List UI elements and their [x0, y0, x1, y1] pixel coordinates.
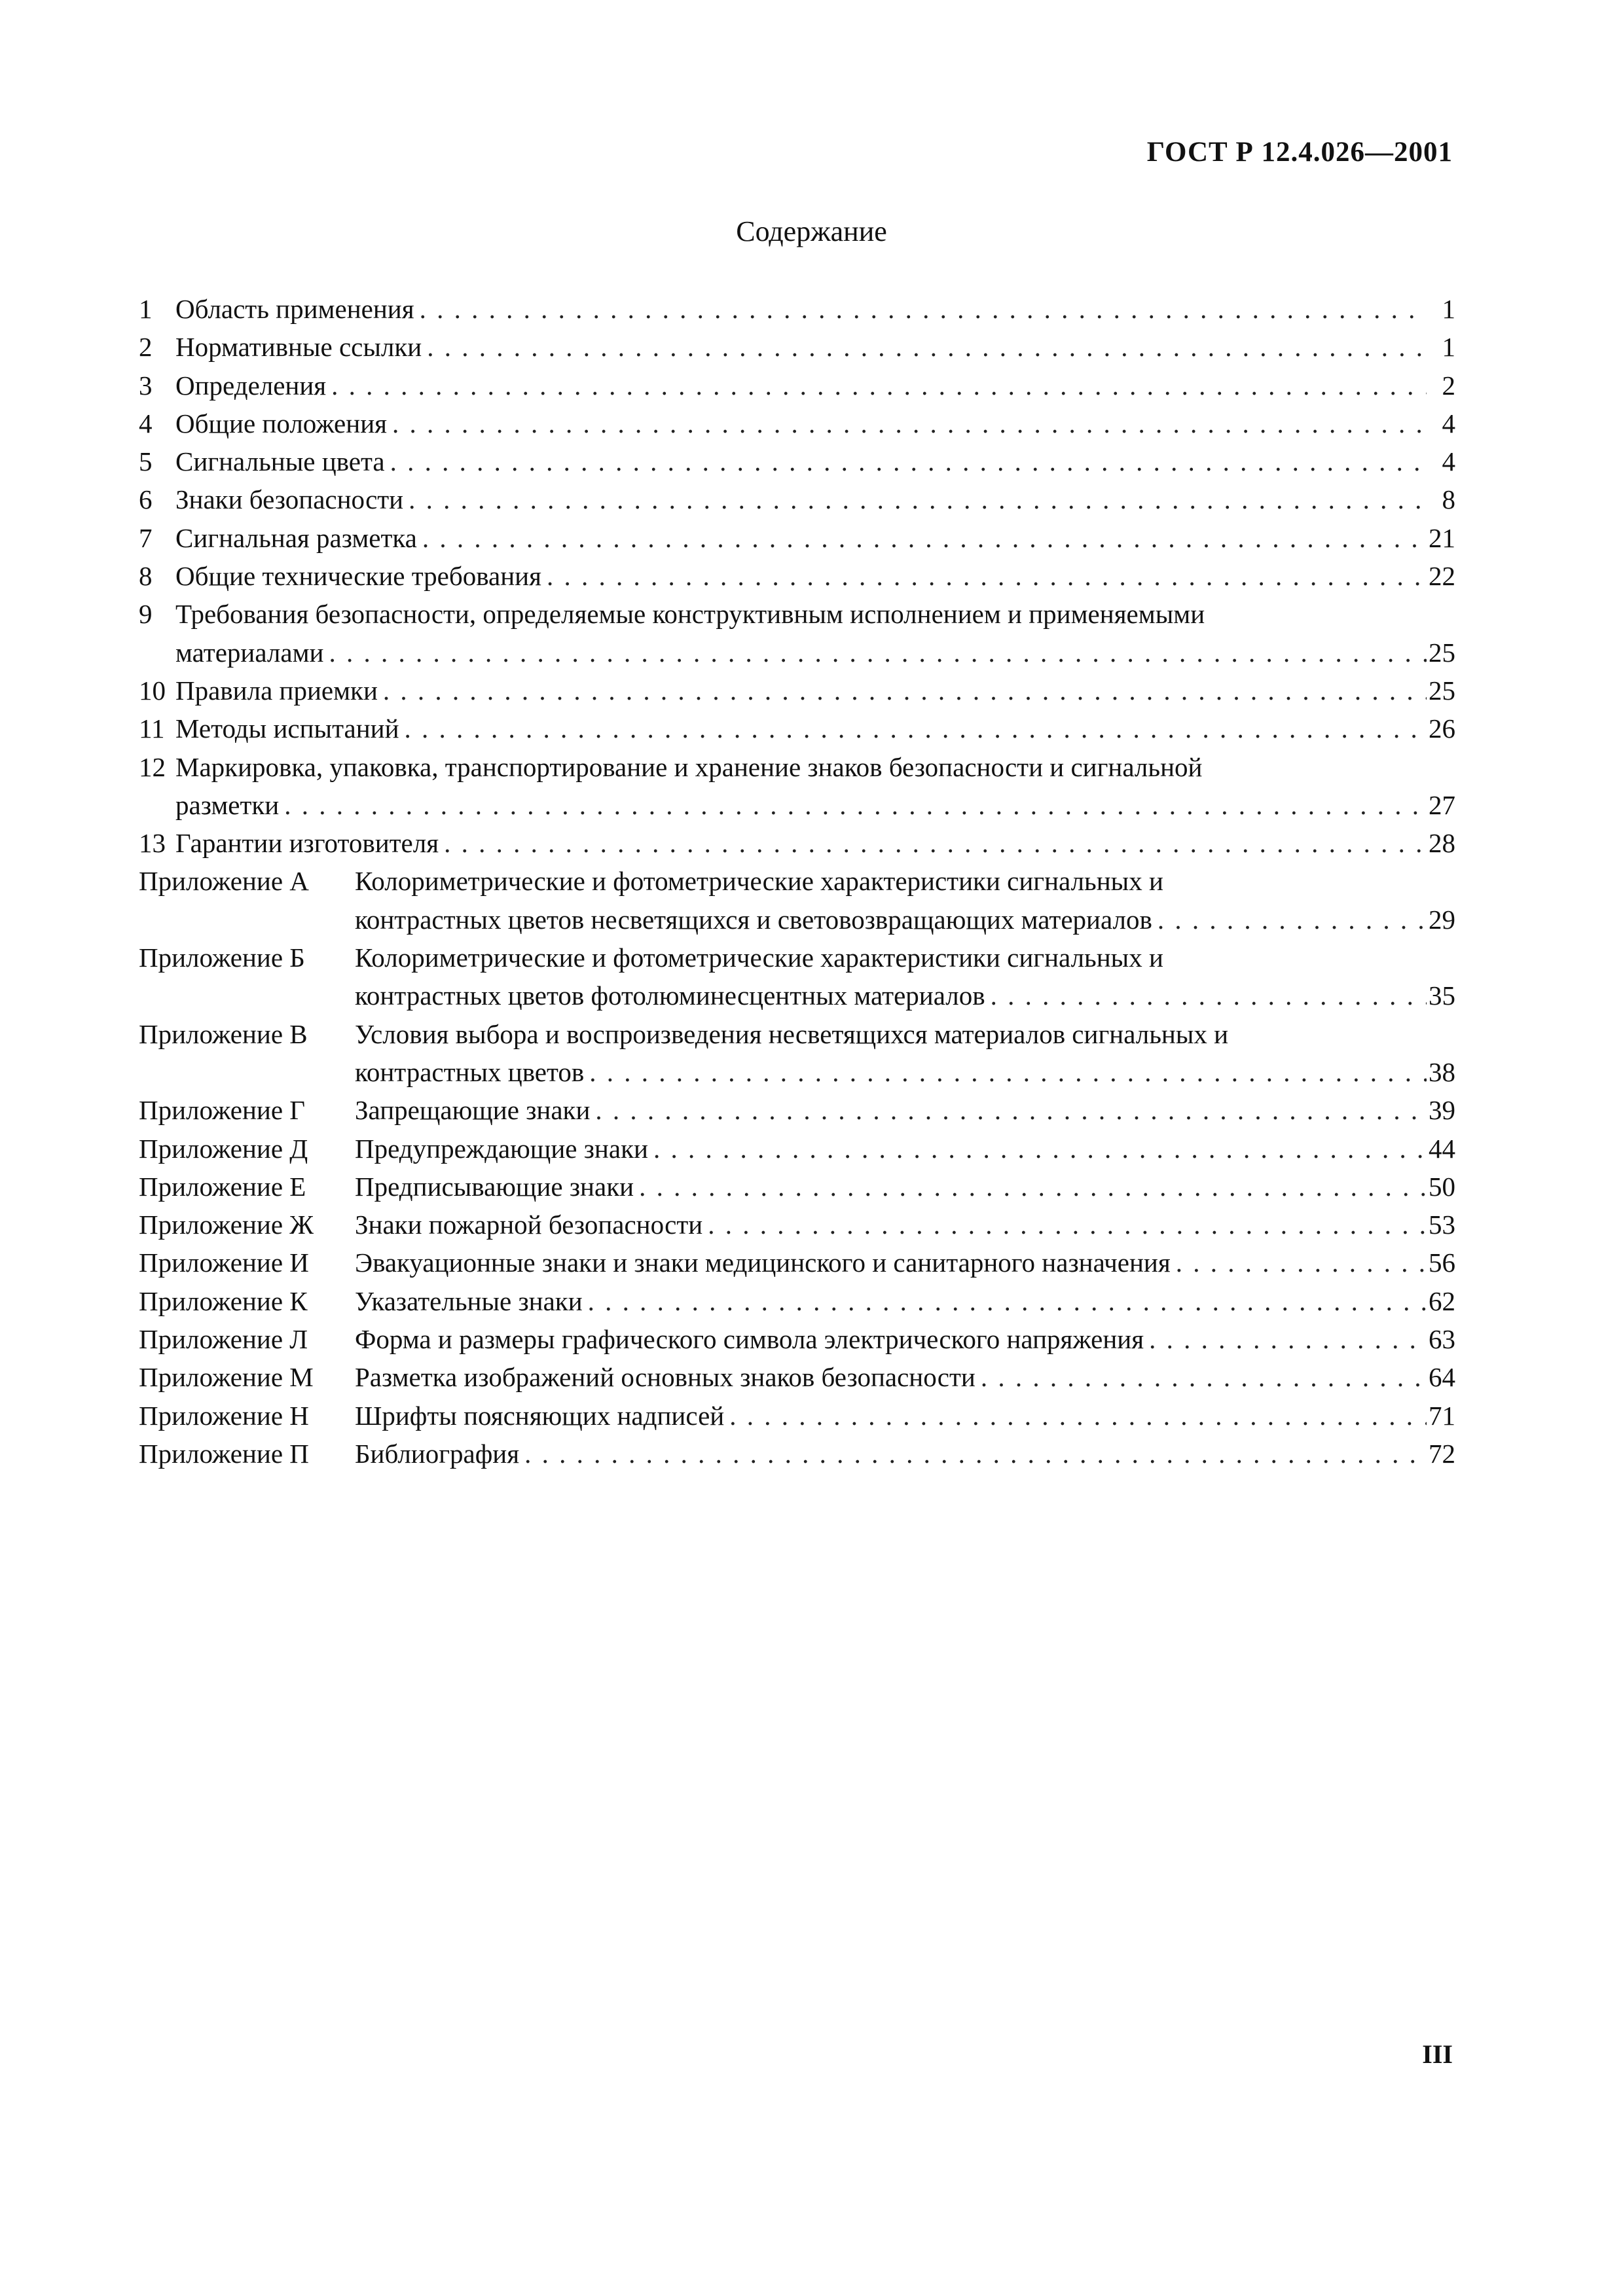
- toc-entry-number: 12: [139, 751, 166, 782]
- dot-leader: [422, 328, 1427, 366]
- toc-appendix[interactable]: [139, 1168, 1455, 1206]
- toc-appendix[interactable]: [139, 862, 1455, 900]
- toc-entry-page: 2: [1442, 370, 1455, 401]
- toc-entry-title: Область применения: [175, 294, 414, 324]
- dot-leader: [583, 1282, 1427, 1320]
- toc-appendix-continuation[interactable]: [139, 977, 1455, 1014]
- toc-appendix[interactable]: [139, 1244, 1455, 1282]
- toc-entry-page: 26: [1429, 713, 1455, 744]
- toc-entry-number: 3: [139, 370, 153, 401]
- toc-entry-title: Требования безопасности, определяемые конструктивным исполнением и применяемыми: [175, 599, 1205, 630]
- toc-entry-number: 6: [139, 484, 153, 515]
- toc-entry[interactable]: [139, 480, 1455, 518]
- toc-appendix[interactable]: [139, 1206, 1455, 1244]
- dot-leader: [634, 1168, 1427, 1206]
- toc-entry[interactable]: [139, 328, 1455, 366]
- appendix-prefix: Приложение А: [139, 866, 309, 897]
- dot-leader: [1144, 1320, 1427, 1358]
- appendix-page: 29: [1429, 904, 1455, 935]
- document-id-header: ГОСТ Р 12.4.026—2001: [1146, 137, 1453, 168]
- dot-leader: [385, 442, 1427, 480]
- toc-entry-title: Сигнальные цвета: [175, 446, 385, 477]
- appendix-page: 53: [1429, 1210, 1455, 1240]
- appendix-title-cont: контрастных цветов фотолюминесцентных материалов: [355, 980, 985, 1011]
- appendix-title: Предупреждающие знаки: [355, 1133, 648, 1164]
- dot-leader: [724, 1397, 1427, 1435]
- appendix-title: Предписывающие знаки: [355, 1171, 634, 1202]
- dot-leader: [326, 367, 1427, 404]
- dot-leader: [702, 1206, 1427, 1244]
- dot-leader: [1171, 1244, 1427, 1282]
- toc-entry[interactable]: [139, 442, 1455, 480]
- toc-entry[interactable]: [139, 748, 1455, 786]
- page-number: III: [1422, 2039, 1453, 2069]
- toc-appendix-continuation[interactable]: [139, 901, 1455, 939]
- appendix-title: Колориметрические и фотометрические характеристики сигнальных и: [355, 866, 1163, 897]
- dot-leader: [590, 1091, 1427, 1129]
- appendix-title: Разметка изображений основных знаков безопасности: [355, 1362, 976, 1393]
- appendix-title: Запрещающие знаки: [355, 1095, 591, 1126]
- appendix-page: 71: [1429, 1400, 1455, 1431]
- toc-appendix[interactable]: [139, 939, 1455, 977]
- dot-leader: [279, 786, 1427, 824]
- toc-entry-number: 9: [139, 599, 153, 630]
- appendix-prefix: Приложение Н: [139, 1400, 309, 1431]
- dot-leader: [439, 824, 1427, 862]
- toc-entry-number: 5: [139, 446, 153, 477]
- appendix-prefix: Приложение И: [139, 1247, 309, 1278]
- appendix-prefix: Приложение Е: [139, 1171, 306, 1202]
- toc-entry-title: Определения: [175, 370, 327, 401]
- toc-appendix[interactable]: [139, 1397, 1455, 1435]
- toc-entry[interactable]: [139, 709, 1455, 747]
- toc-entry-number: 2: [139, 332, 153, 363]
- appendix-page: 35: [1429, 980, 1455, 1011]
- dot-leader: [378, 672, 1427, 709]
- dot-leader: [584, 1053, 1427, 1091]
- toc-entry[interactable]: [139, 367, 1455, 404]
- dot-leader: [399, 709, 1427, 747]
- toc-entry-page: 4: [1442, 408, 1455, 439]
- appendix-page: 63: [1429, 1324, 1455, 1355]
- toc-entry[interactable]: [139, 519, 1455, 557]
- toc-entry-page: 1: [1442, 332, 1455, 363]
- toc-entry-continuation[interactable]: [139, 634, 1455, 672]
- appendix-title-cont: контрастных цветов несветящихся и световозвращающих материалов: [355, 904, 1152, 935]
- toc-entry-page: 25: [1429, 637, 1455, 668]
- toc-entry-title: Знаки безопасности: [175, 484, 404, 515]
- toc-entry[interactable]: [139, 595, 1455, 633]
- toc-appendix-continuation[interactable]: [139, 1053, 1455, 1091]
- toc-entry-page: 8: [1442, 484, 1455, 515]
- appendix-title: Указательные знаки: [355, 1285, 583, 1316]
- toc-entry-number: 11: [139, 713, 165, 744]
- toc-appendix[interactable]: [139, 1130, 1455, 1168]
- toc-entry-number: 13: [139, 828, 166, 859]
- toc-entry[interactable]: [139, 404, 1455, 442]
- toc-entry-number: 4: [139, 408, 153, 439]
- toc-entry-page: 1: [1442, 294, 1455, 324]
- toc-appendix[interactable]: [139, 1435, 1455, 1473]
- dot-leader: [323, 634, 1427, 672]
- toc-appendix[interactable]: [139, 1320, 1455, 1358]
- toc-entry[interactable]: [139, 557, 1455, 595]
- toc-entry-continuation[interactable]: [139, 786, 1455, 824]
- toc-entry-title: Сигнальная разметка: [175, 522, 417, 553]
- appendix-page: 38: [1429, 1056, 1455, 1087]
- appendix-prefix: Приложение П: [139, 1438, 309, 1469]
- dot-leader: [519, 1435, 1427, 1473]
- toc-entry-title: Гарантии изготовителя: [175, 828, 439, 859]
- appendix-page: 72: [1429, 1438, 1455, 1469]
- toc-entry-number: 1: [139, 294, 153, 324]
- toc-entry-page: 21: [1429, 522, 1455, 553]
- toc-appendix[interactable]: [139, 1358, 1455, 1396]
- appendix-page: 56: [1429, 1247, 1455, 1278]
- toc-entry-number: 8: [139, 561, 153, 592]
- dot-leader: [387, 404, 1427, 442]
- appendix-page: 62: [1429, 1285, 1455, 1316]
- dot-leader: [985, 977, 1427, 1014]
- toc-entry[interactable]: [139, 290, 1455, 328]
- toc-entry-page: 4: [1442, 446, 1455, 477]
- toc-title: Содержание: [736, 215, 887, 247]
- appendix-title-cont: контрастных цветов: [355, 1056, 585, 1087]
- toc-appendix[interactable]: [139, 1091, 1455, 1129]
- appendix-prefix: Приложение Г: [139, 1095, 306, 1126]
- appendix-title: Шрифты поясняющих надписей: [355, 1400, 725, 1431]
- appendix-prefix: Приложение М: [139, 1362, 314, 1393]
- table-of-contents: [139, 290, 1455, 1473]
- toc-entry-number: 7: [139, 522, 153, 553]
- toc-entry[interactable]: [139, 672, 1455, 709]
- toc-entry-title-cont: материалами: [175, 637, 324, 668]
- toc-entry-title: Маркировка, упаковка, транспортирование и хранение знаков безопасности и сигнальной: [175, 751, 1203, 782]
- appendix-title: Колориметрические и фотометрические характеристики сигнальных и: [355, 942, 1163, 973]
- toc-entry-title: Общие положения: [175, 408, 387, 439]
- toc-entry-title: Общие технические требования: [175, 561, 541, 592]
- dot-leader: [541, 557, 1427, 595]
- appendix-page: 44: [1429, 1133, 1455, 1164]
- toc-entry-title: Методы испытаний: [175, 713, 399, 744]
- toc-entry-title: Нормативные ссылки: [175, 332, 422, 363]
- appendix-prefix: Приложение Ж: [139, 1210, 314, 1240]
- appendix-title: Библиография: [355, 1438, 520, 1469]
- toc-entry-page: 22: [1429, 561, 1455, 592]
- appendix-prefix: Приложение Б: [139, 942, 305, 973]
- toc-entry-number: 10: [139, 675, 166, 706]
- toc-entry-page: 27: [1429, 789, 1455, 820]
- toc-appendix[interactable]: [139, 1015, 1455, 1053]
- appendix-page: 64: [1429, 1362, 1455, 1393]
- toc-appendix[interactable]: [139, 1282, 1455, 1320]
- dot-leader: [403, 480, 1427, 518]
- appendix-prefix: Приложение В: [139, 1018, 308, 1049]
- dot-leader: [1152, 901, 1427, 939]
- appendix-prefix: Приложение Л: [139, 1324, 308, 1355]
- dot-leader: [414, 290, 1427, 328]
- appendix-title: Эвакуационные знаки и знаки медицинского и санитарного назначения: [355, 1247, 1171, 1278]
- appendix-title: Знаки пожарной безопасности: [355, 1210, 703, 1240]
- appendix-page: 39: [1429, 1095, 1455, 1126]
- appendix-page: 50: [1429, 1171, 1455, 1202]
- toc-entry-title-cont: разметки: [175, 789, 280, 820]
- appendix-prefix: Приложение К: [139, 1285, 308, 1316]
- appendix-prefix: Приложение Д: [139, 1133, 308, 1164]
- toc-entry[interactable]: [139, 824, 1455, 862]
- toc-entry-page: 25: [1429, 675, 1455, 706]
- dot-leader: [417, 519, 1427, 557]
- dot-leader: [976, 1358, 1427, 1396]
- toc-entry-title: Правила приемки: [175, 675, 378, 706]
- appendix-title: Условия выбора и воспроизведения несветящихся материалов сигнальных и: [355, 1018, 1229, 1049]
- dot-leader: [648, 1130, 1427, 1168]
- appendix-title: Форма и размеры графического символа электрического напряжения: [355, 1324, 1144, 1355]
- toc-entry-page: 28: [1429, 828, 1455, 859]
